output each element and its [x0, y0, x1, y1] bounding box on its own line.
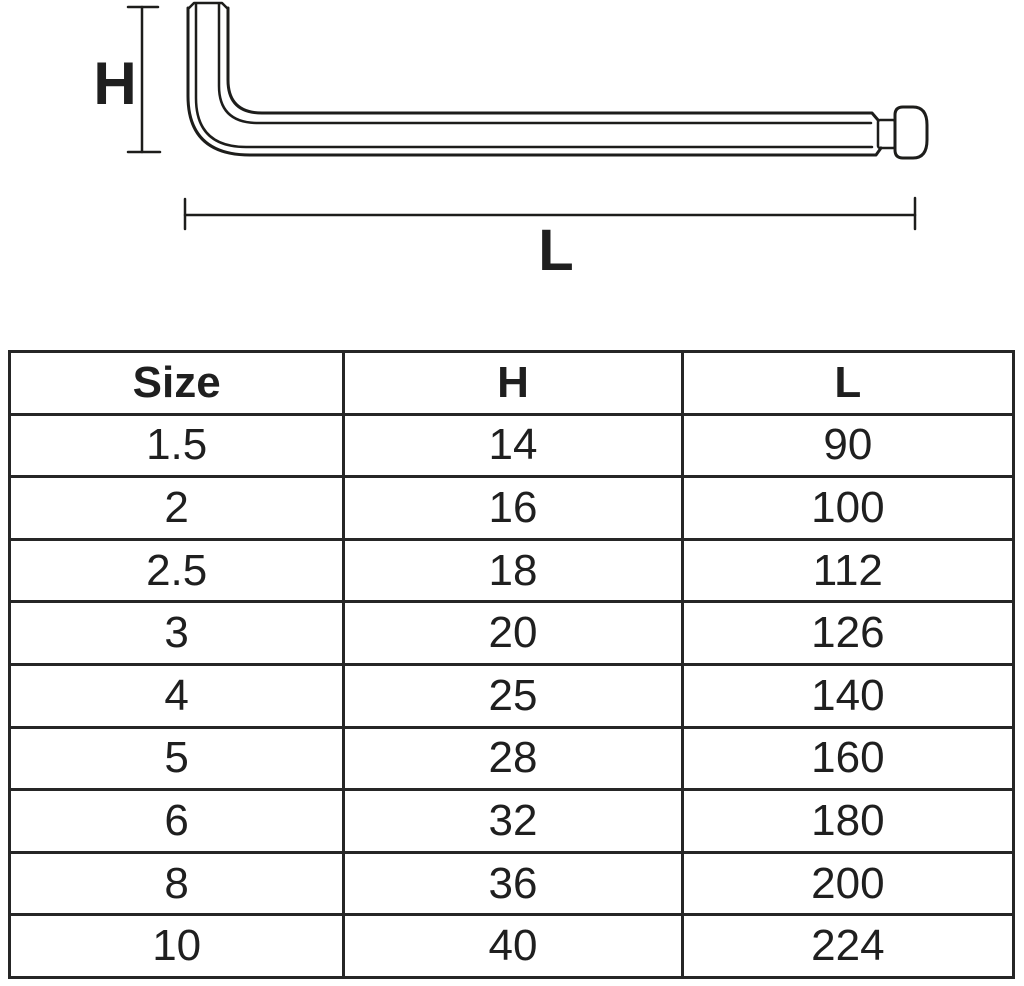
- hex-key-diagram: [0, 0, 1024, 332]
- cell-h: 28: [344, 727, 682, 790]
- table-row: [10, 539, 1014, 602]
- cell-l: 180: [682, 790, 1013, 853]
- dimensions-table-body: [10, 414, 1014, 977]
- cell-l: 126: [682, 602, 1013, 665]
- header-row: [10, 352, 1014, 415]
- cell-l: 224: [682, 915, 1013, 978]
- header-h: H: [344, 352, 682, 415]
- cell-size: 2.5: [10, 539, 344, 602]
- h-dimension: [93, 7, 160, 152]
- cell-size: 1.5: [10, 414, 344, 477]
- table-row: [10, 602, 1014, 665]
- cell-h: 16: [344, 477, 682, 540]
- cell-l: 160: [682, 727, 1013, 790]
- hex-key-facet-line-right: [219, 4, 871, 123]
- cell-l: 200: [682, 852, 1013, 915]
- cell-h: 32: [344, 790, 682, 853]
- cell-h: 14: [344, 414, 682, 477]
- cell-h: 20: [344, 602, 682, 665]
- table-row: [10, 915, 1014, 978]
- hex-key-outer-right-contour: [228, 8, 878, 120]
- table-row: [10, 477, 1014, 540]
- cell-l: 112: [682, 539, 1013, 602]
- dimensions-table-header: [10, 352, 1014, 415]
- header-l: L: [682, 352, 1013, 415]
- hex-key-facet-line-left: [196, 4, 872, 147]
- table-row: [10, 727, 1014, 790]
- cell-h: 40: [344, 915, 682, 978]
- cell-h: 36: [344, 852, 682, 915]
- header-size: Size: [10, 352, 344, 415]
- cell-size: 2: [10, 477, 344, 540]
- l-dimension-label: L: [538, 218, 574, 283]
- cell-size: 8: [10, 852, 344, 915]
- table-row: [10, 852, 1014, 915]
- cell-h: 18: [344, 539, 682, 602]
- hex-key-outer-left-contour: [188, 8, 881, 155]
- hex-key-ball-end: [895, 107, 927, 158]
- cell-l: 140: [682, 664, 1013, 727]
- dimensions-table: [8, 350, 1015, 979]
- cell-size: 4: [10, 664, 344, 727]
- h-dimension-label: H: [93, 50, 137, 117]
- table-row: [10, 664, 1014, 727]
- cell-h: 25: [344, 664, 682, 727]
- cell-size: 3: [10, 602, 344, 665]
- table-row: [10, 790, 1014, 853]
- hex-key-body: [188, 3, 927, 158]
- cell-size: 5: [10, 727, 344, 790]
- cell-l: 90: [682, 414, 1013, 477]
- hex-key-neck: [878, 120, 895, 148]
- cell-size: 10: [10, 915, 344, 978]
- l-dimension: [185, 198, 915, 283]
- cell-l: 100: [682, 477, 1013, 540]
- cell-size: 6: [10, 790, 344, 853]
- table-row: [10, 414, 1014, 477]
- hex-key-top-cap: [188, 3, 228, 9]
